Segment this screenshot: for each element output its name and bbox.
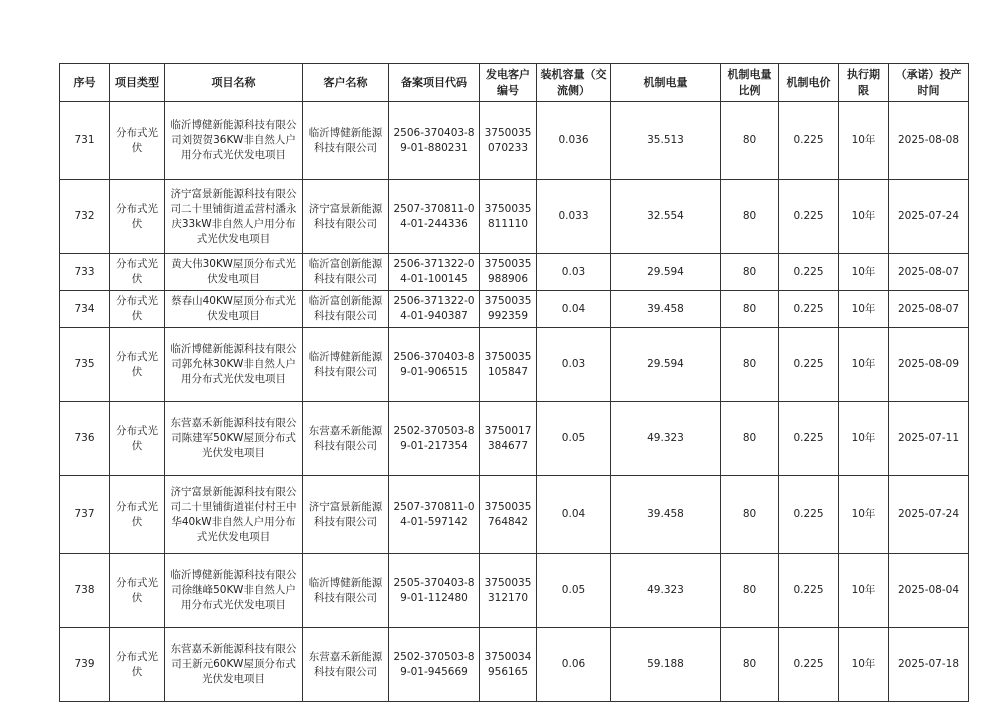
cell-date: 2025-08-07 bbox=[889, 254, 969, 291]
header-term: 执行期限 bbox=[839, 64, 889, 102]
cell-name: 济宁富景新能源科技有限公司二十里铺街道孟营村潘永庆33kW非自然人户用分布式光伏发电项目 bbox=[165, 180, 303, 254]
header-energy: 机制电量 bbox=[611, 64, 721, 102]
cell-seq: 732 bbox=[60, 180, 110, 254]
cell-cust-no: 3750035992359 bbox=[480, 291, 537, 328]
cell-code: 2506-370403-89-01-906515 bbox=[389, 328, 480, 402]
cell-type: 分布式光伏 bbox=[110, 328, 165, 402]
cell-cust-no: 3750034956165 bbox=[480, 628, 537, 702]
cell-code: 2506-371322-04-01-100145 bbox=[389, 254, 480, 291]
cell-term: 10年 bbox=[839, 180, 889, 254]
table-row bbox=[60, 254, 969, 291]
cell-date: 2025-07-18 bbox=[889, 628, 969, 702]
cell-energy: 59.188 bbox=[611, 628, 721, 702]
cell-ratio: 80 bbox=[721, 476, 779, 554]
project-table bbox=[59, 63, 969, 702]
cell-type: 分布式光伏 bbox=[110, 102, 165, 180]
cell-term: 10年 bbox=[839, 554, 889, 628]
cell-price: 0.225 bbox=[779, 180, 839, 254]
cell-code: 2506-370403-89-01-880231 bbox=[389, 102, 480, 180]
cell-date: 2025-07-11 bbox=[889, 402, 969, 476]
cell-term: 10年 bbox=[839, 402, 889, 476]
header-cust-no: 发电客户编号 bbox=[480, 64, 537, 102]
cell-price: 0.225 bbox=[779, 102, 839, 180]
header-row bbox=[60, 64, 969, 102]
cell-code: 2502-370503-89-01-217354 bbox=[389, 402, 480, 476]
cell-customer: 临沂富创新能源科技有限公司 bbox=[303, 254, 389, 291]
cell-ratio: 80 bbox=[721, 291, 779, 328]
cell-capacity: 0.03 bbox=[537, 328, 611, 402]
cell-capacity: 0.04 bbox=[537, 476, 611, 554]
cell-energy: 29.594 bbox=[611, 328, 721, 402]
cell-energy: 49.323 bbox=[611, 554, 721, 628]
cell-capacity: 0.06 bbox=[537, 628, 611, 702]
table-row bbox=[60, 554, 969, 628]
cell-term: 10年 bbox=[839, 102, 889, 180]
cell-cust-no: 3750035070233 bbox=[480, 102, 537, 180]
cell-price: 0.225 bbox=[779, 554, 839, 628]
cell-cust-no: 3750035764842 bbox=[480, 476, 537, 554]
cell-date: 2025-07-24 bbox=[889, 180, 969, 254]
header-type: 项目类型 bbox=[110, 64, 165, 102]
table-row bbox=[60, 291, 969, 328]
cell-customer: 临沂博健新能源科技有限公司 bbox=[303, 102, 389, 180]
cell-code: 2506-371322-04-01-940387 bbox=[389, 291, 480, 328]
cell-type: 分布式光伏 bbox=[110, 402, 165, 476]
cell-cust-no: 3750035105847 bbox=[480, 328, 537, 402]
cell-name: 临沂博健新能源科技有限公司郭允林30KW非自然人户用分布式光伏发电项目 bbox=[165, 328, 303, 402]
cell-date: 2025-08-08 bbox=[889, 102, 969, 180]
cell-type: 分布式光伏 bbox=[110, 554, 165, 628]
cell-type: 分布式光伏 bbox=[110, 291, 165, 328]
header-seq: 序号 bbox=[60, 64, 110, 102]
cell-seq: 737 bbox=[60, 476, 110, 554]
cell-capacity: 0.036 bbox=[537, 102, 611, 180]
cell-term: 10年 bbox=[839, 291, 889, 328]
cell-seq: 736 bbox=[60, 402, 110, 476]
table-row bbox=[60, 180, 969, 254]
cell-ratio: 80 bbox=[721, 254, 779, 291]
header-price: 机制电价 bbox=[779, 64, 839, 102]
cell-ratio: 80 bbox=[721, 180, 779, 254]
header-code: 备案项目代码 bbox=[389, 64, 480, 102]
cell-type: 分布式光伏 bbox=[110, 628, 165, 702]
cell-term: 10年 bbox=[839, 254, 889, 291]
cell-seq: 734 bbox=[60, 291, 110, 328]
cell-seq: 739 bbox=[60, 628, 110, 702]
cell-date: 2025-08-04 bbox=[889, 554, 969, 628]
cell-name: 蔡春山40KW屋顶分布式光伏发电项目 bbox=[165, 291, 303, 328]
cell-energy: 39.458 bbox=[611, 476, 721, 554]
cell-name: 临沂博健新能源科技有限公司徐继峰50KW非自然人户用分布式光伏发电项目 bbox=[165, 554, 303, 628]
cell-name: 东营嘉禾新能源科技有限公司陈建军50KW屋顶分布式光伏发电项目 bbox=[165, 402, 303, 476]
cell-ratio: 80 bbox=[721, 328, 779, 402]
cell-name: 临沂博健新能源科技有限公司刘贺贺36KW非自然人户用分布式光伏发电项目 bbox=[165, 102, 303, 180]
cell-cust-no: 3750035988906 bbox=[480, 254, 537, 291]
table-row bbox=[60, 402, 969, 476]
cell-term: 10年 bbox=[839, 628, 889, 702]
cell-term: 10年 bbox=[839, 476, 889, 554]
cell-code: 2502-370503-89-01-945669 bbox=[389, 628, 480, 702]
cell-price: 0.225 bbox=[779, 291, 839, 328]
cell-energy: 35.513 bbox=[611, 102, 721, 180]
table-row bbox=[60, 328, 969, 402]
cell-customer: 东营嘉禾新能源科技有限公司 bbox=[303, 628, 389, 702]
header-capacity: 装机容量（交流侧） bbox=[537, 64, 611, 102]
cell-price: 0.225 bbox=[779, 476, 839, 554]
cell-customer: 临沂博健新能源科技有限公司 bbox=[303, 554, 389, 628]
header-name: 项目名称 bbox=[165, 64, 303, 102]
table-row bbox=[60, 476, 969, 554]
cell-customer: 济宁富景新能源科技有限公司 bbox=[303, 180, 389, 254]
cell-type: 分布式光伏 bbox=[110, 254, 165, 291]
cell-ratio: 80 bbox=[721, 102, 779, 180]
header-customer: 客户名称 bbox=[303, 64, 389, 102]
cell-price: 0.225 bbox=[779, 628, 839, 702]
cell-type: 分布式光伏 bbox=[110, 180, 165, 254]
cell-seq: 731 bbox=[60, 102, 110, 180]
cell-customer: 济宁富景新能源科技有限公司 bbox=[303, 476, 389, 554]
cell-price: 0.225 bbox=[779, 328, 839, 402]
cell-ratio: 80 bbox=[721, 402, 779, 476]
table-row bbox=[60, 628, 969, 702]
cell-code: 2507-370811-04-01-597142 bbox=[389, 476, 480, 554]
cell-date: 2025-08-09 bbox=[889, 328, 969, 402]
cell-energy: 29.594 bbox=[611, 254, 721, 291]
cell-seq: 738 bbox=[60, 554, 110, 628]
cell-price: 0.225 bbox=[779, 402, 839, 476]
cell-name: 济宁富景新能源科技有限公司二十里铺街道崔付村王中华40kW非自然人户用分布式光伏发电项目 bbox=[165, 476, 303, 554]
cell-date: 2025-07-24 bbox=[889, 476, 969, 554]
cell-capacity: 0.04 bbox=[537, 291, 611, 328]
cell-code: 2507-370811-04-01-244336 bbox=[389, 180, 480, 254]
cell-seq: 735 bbox=[60, 328, 110, 402]
cell-seq: 733 bbox=[60, 254, 110, 291]
cell-term: 10年 bbox=[839, 328, 889, 402]
table-row bbox=[60, 102, 969, 180]
cell-customer: 东营嘉禾新能源科技有限公司 bbox=[303, 402, 389, 476]
cell-cust-no: 3750035811110 bbox=[480, 180, 537, 254]
cell-ratio: 80 bbox=[721, 628, 779, 702]
cell-code: 2505-370403-89-01-112480 bbox=[389, 554, 480, 628]
cell-capacity: 0.03 bbox=[537, 254, 611, 291]
header-ratio: 机制电量比例 bbox=[721, 64, 779, 102]
cell-capacity: 0.05 bbox=[537, 402, 611, 476]
cell-price: 0.225 bbox=[779, 254, 839, 291]
cell-customer: 临沂富创新能源科技有限公司 bbox=[303, 291, 389, 328]
cell-ratio: 80 bbox=[721, 554, 779, 628]
cell-type: 分布式光伏 bbox=[110, 476, 165, 554]
cell-customer: 临沂博健新能源科技有限公司 bbox=[303, 328, 389, 402]
cell-date: 2025-08-07 bbox=[889, 291, 969, 328]
header-date: （承诺）投产时间 bbox=[889, 64, 969, 102]
cell-name: 黄大伟30KW屋顶分布式光伏发电项目 bbox=[165, 254, 303, 291]
cell-cust-no: 3750035312170 bbox=[480, 554, 537, 628]
cell-capacity: 0.05 bbox=[537, 554, 611, 628]
cell-cust-no: 3750017384677 bbox=[480, 402, 537, 476]
cell-energy: 32.554 bbox=[611, 180, 721, 254]
cell-energy: 49.323 bbox=[611, 402, 721, 476]
cell-capacity: 0.033 bbox=[537, 180, 611, 254]
cell-energy: 39.458 bbox=[611, 291, 721, 328]
cell-name: 东营嘉禾新能源科技有限公司王新元60KW屋顶分布式光伏发电项目 bbox=[165, 628, 303, 702]
